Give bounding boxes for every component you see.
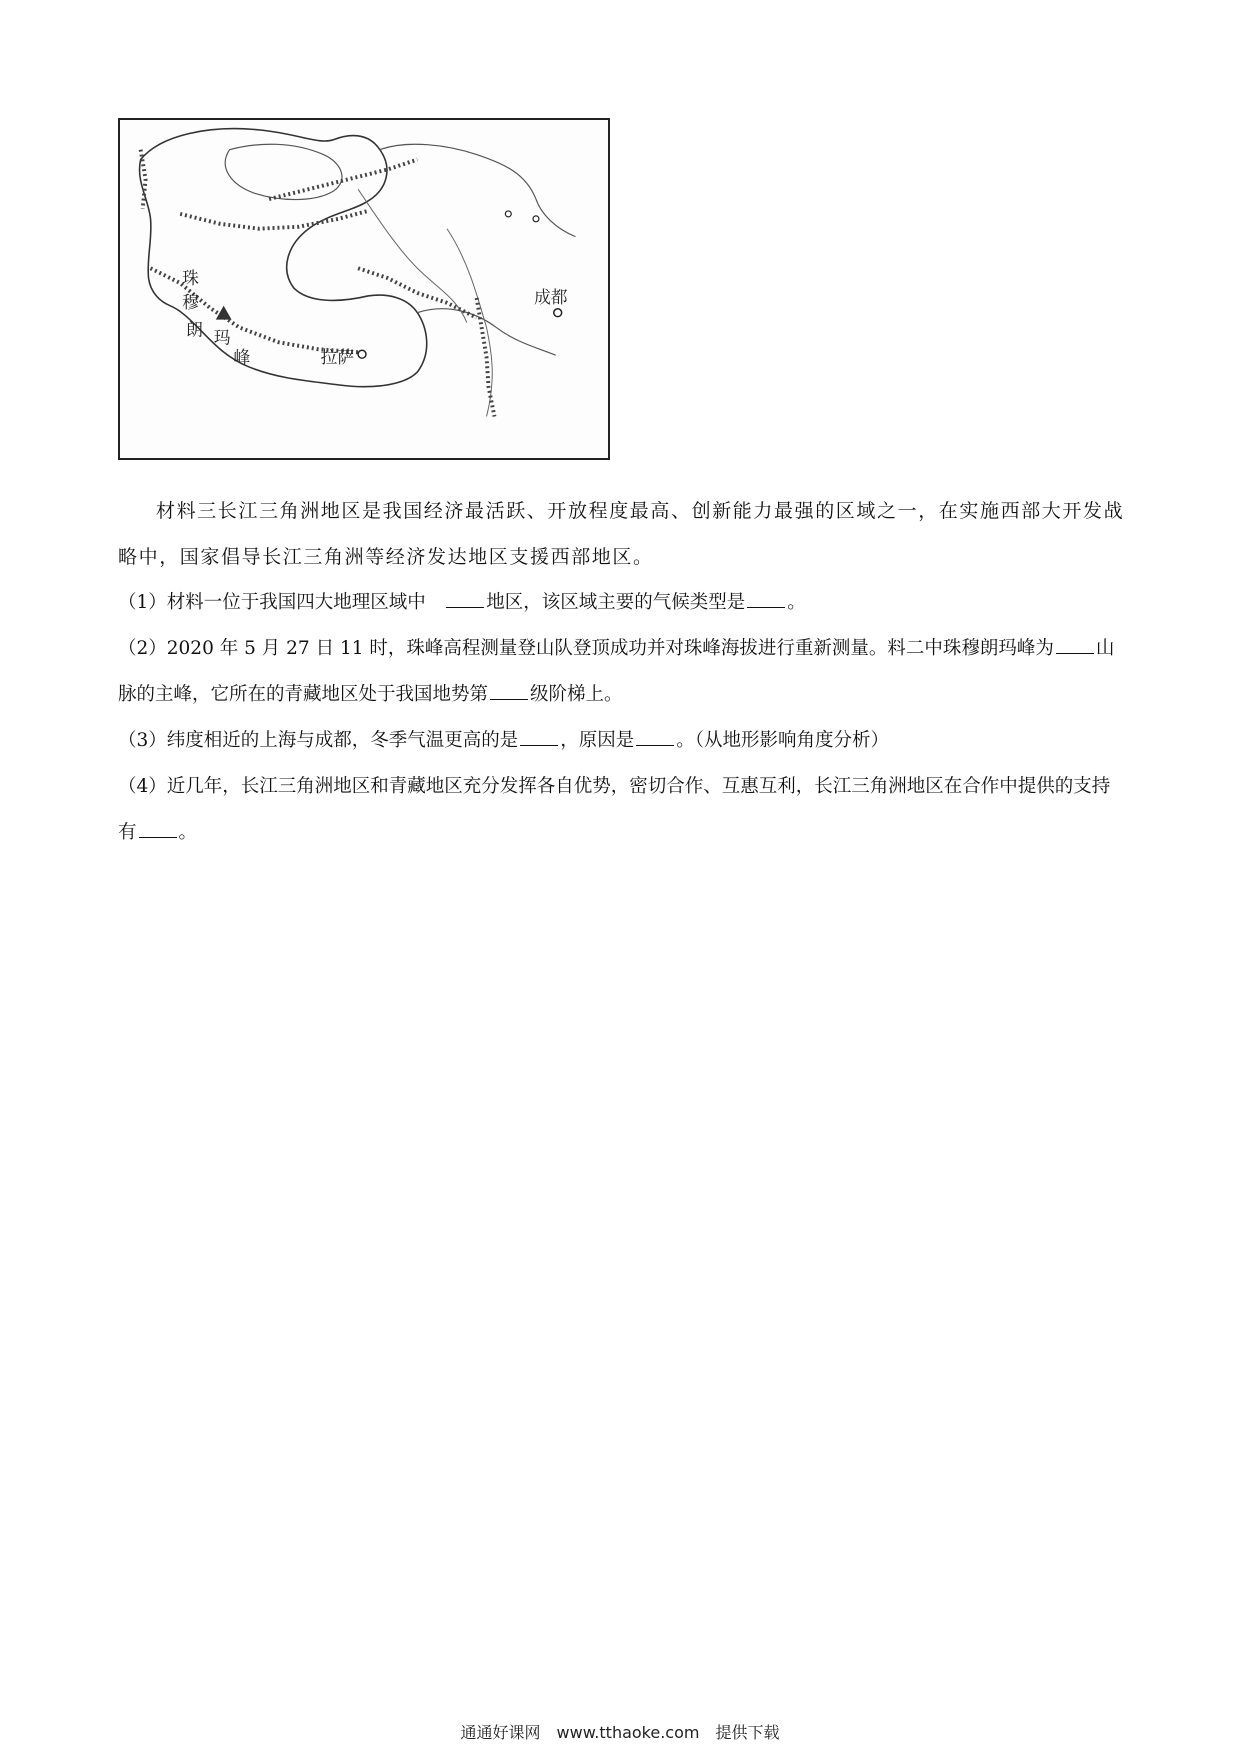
map-label-feng: 峰	[233, 347, 251, 368]
material3-line1: 材料三长江三角洲地区是我国经济最活跃、开放程度最高、创新能力最强的区域之一，在实施西部大	[156, 500, 1063, 522]
page-footer: 通通好课网 www.tthaoke.com 提供下载	[460, 1723, 780, 1742]
basin-outline	[225, 144, 342, 199]
question-4	[118, 764, 1128, 856]
chengdu-city-icon	[554, 309, 562, 317]
question-1	[118, 580, 1128, 626]
material3-line2: 开发战略中，国家倡导长江三角洲等经济发达地区支援西部地区。	[118, 500, 1125, 568]
map-label-chengdu: 成都	[533, 286, 568, 307]
q2-text-a: （2）2020 年 5 月 27 日 11 时，珠峰高程测量登山队登顶成功并对珠峰海拔进行重新测量。料二中珠穆朗玛	[118, 638, 1017, 659]
q3-text-b: ，原因是	[560, 730, 635, 751]
lhasa-city-icon	[358, 350, 366, 358]
city-icon	[505, 211, 511, 217]
mountain-peak-icon	[216, 306, 232, 320]
question-3	[118, 718, 1128, 764]
answer-blank[interactable]	[139, 821, 177, 838]
map-label-lhasa: 拉萨	[320, 347, 355, 368]
material3-paragraph	[118, 488, 1128, 580]
qinghai-tibet-map	[120, 120, 608, 458]
east-boundary	[380, 144, 576, 355]
q2-text-c: 山脉的主峰，它所在的青藏地区处于我国地势第	[118, 638, 1115, 705]
q2-text-b: 峰为	[1016, 638, 1054, 659]
answer-blank[interactable]	[446, 591, 484, 608]
city-icon	[533, 216, 539, 222]
question-2	[118, 626, 1128, 718]
answer-blank[interactable]	[490, 683, 528, 700]
map-label-zhu: 珠	[182, 268, 199, 289]
q4-text-a: （4）近几年，长江三角洲地区和青藏地区充分发挥各自优势，密切合作、互惠互利，长江三角洲地区在合	[118, 776, 981, 797]
map-figure	[118, 118, 610, 460]
q4-text-c: 。	[178, 822, 198, 843]
tibet-outline	[140, 129, 427, 387]
q1-text-c: 。	[787, 592, 806, 613]
q4-text-b: 作中提供的支持有	[118, 776, 1111, 843]
answer-blank[interactable]	[636, 729, 674, 746]
q3-text-c: 。（从地形影响角度分析）	[676, 730, 890, 751]
q2-text-d: 级阶梯上。	[530, 684, 623, 705]
map-label-mu: 穆	[182, 291, 199, 312]
q3-text-a: （3）纬度相近的上海与成都，冬季气温更高的是	[118, 730, 519, 751]
rivers	[358, 189, 492, 416]
q1-text-a: （1）材料一位于我国四大地理区域中	[118, 592, 445, 613]
q1-text-b: 地区，该区域主要的气候类型是	[486, 592, 746, 613]
question-content	[118, 488, 1128, 856]
answer-blank[interactable]	[747, 591, 785, 608]
map-label-ma: 玛	[213, 327, 231, 348]
tanggula-ridge	[358, 268, 477, 317]
map-label-lang: 朗	[186, 319, 203, 340]
answer-blank[interactable]	[520, 729, 558, 746]
answer-blank[interactable]	[1056, 637, 1094, 654]
qilian-ridge	[269, 160, 417, 200]
